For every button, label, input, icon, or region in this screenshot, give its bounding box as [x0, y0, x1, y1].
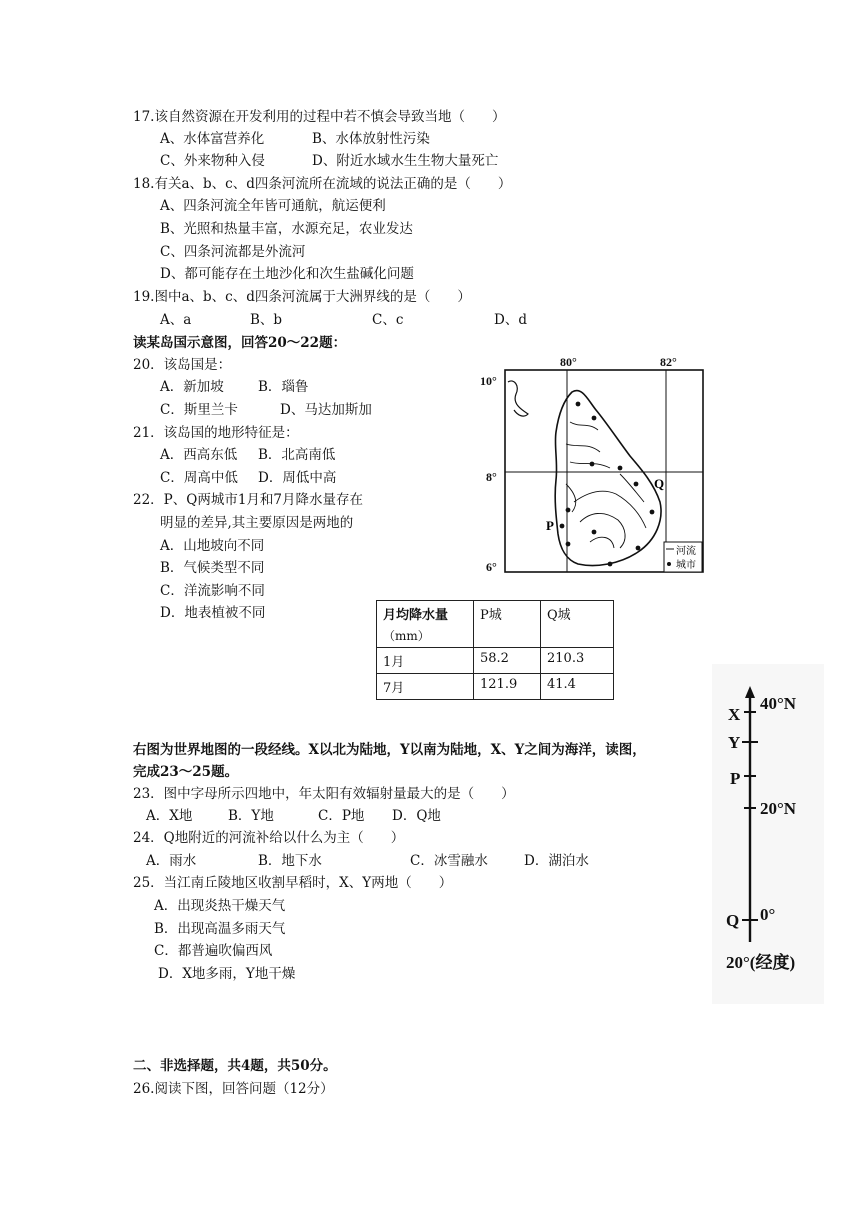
row-q-value: 41.4: [541, 674, 614, 700]
q20-option-c: C．斯里兰卡: [160, 402, 238, 418]
header-rainfall-cell: [377, 601, 474, 648]
q18-option-b: B、光照和热量丰富，水源充足，农业发达: [160, 221, 413, 237]
rainfall-table: [376, 600, 614, 700]
q25-option-b: B．出现高温多雨天气: [154, 921, 286, 937]
map-lon-80-label: 80°: [560, 355, 577, 369]
q26-stem: 26.阅读下图，回答问题（12分）: [133, 1081, 334, 1097]
header-rainfall-unit: （mm）: [383, 629, 430, 643]
point-p-label: P: [730, 769, 741, 788]
map-lon-82-label: 82°: [660, 355, 677, 369]
row-q-value: 210.3: [541, 648, 614, 674]
meridian-intro-line1: 右图为世界地图的一段经线。X以北为陆地，Y以南为陆地，X、Y之间为海洋，读图，: [133, 742, 646, 758]
q19-stem: 19.图中a、b、c、d四条河流属于大洲界线的是（ ）: [133, 289, 471, 305]
row-month: 1月: [377, 648, 474, 674]
q19-option-a: A、a: [160, 312, 192, 328]
q19-option-b: B、b: [250, 312, 283, 328]
q22-option-d: D．地表植被不同: [160, 605, 266, 621]
q20-stem: 20．该岛国是：: [133, 357, 232, 373]
q22-option-c: C．洋流影响不同: [160, 583, 265, 599]
q21-option-a: A．西高东低: [160, 447, 238, 463]
map-city-q-label: Q: [654, 476, 665, 491]
q24-option-a: A．雨水: [146, 853, 197, 869]
island-intro: 读某岛国示意图，回答20～22题：: [133, 335, 347, 351]
lat-40n-label: 40°N: [760, 694, 797, 713]
q21-option-c: C．周高中低: [160, 470, 238, 486]
q22-stem-line1: 22．P、Q两城市1月和7月降水量存在: [133, 492, 364, 508]
q25-option-d: D．X地多雨，Y地干燥: [158, 966, 296, 982]
q23-option-b: B．Y地: [228, 808, 274, 824]
map-legend-river: 河流: [676, 546, 696, 557]
point-y-label: Y: [728, 733, 741, 752]
q25-option-a: A．出现炎热干燥天气: [154, 898, 286, 914]
q18-option-a: A、四条河流全年皆可通航，航运便利: [160, 198, 386, 214]
island-map: [470, 352, 710, 578]
header-rainfall: 月均降水量: [383, 608, 449, 623]
q23-option-d: D．Q地: [392, 808, 441, 824]
rainfall-table-header: [377, 601, 614, 648]
q19-option-d: D、d: [494, 312, 527, 328]
row-p-value: 58.2: [474, 648, 541, 674]
row-p-value: 121.9: [474, 674, 541, 700]
longitude-caption: 20°(经度): [726, 953, 796, 972]
q24-option-c: C．冰雪融水: [410, 853, 488, 869]
header-p-city: P城: [474, 601, 541, 648]
meridian-intro-line2: 完成23～25题。: [133, 764, 239, 780]
q24-stem: 24．Q地附近的河流补给以什么为主（ ）: [133, 830, 405, 846]
lat-0-label: 0°: [760, 905, 776, 924]
header-q-city: Q城: [541, 601, 614, 648]
q18-option-c: C、四条河流都是外流河: [160, 244, 306, 260]
q22-stem-line2: 明显的差异,其主要原因是两地的: [160, 515, 354, 531]
point-q-label: Q: [726, 911, 740, 930]
section-2-heading: 二、非选择题，共4题，共50分。: [133, 1058, 337, 1074]
q21-option-d: D．周低中高: [258, 470, 337, 486]
q17-option-b: B、水体放射性污染: [312, 131, 430, 147]
q18-stem: 18.有关a、b、c、d四条河流所在流域的说法正确的是（ ）: [133, 176, 512, 192]
q24-option-b: B．地下水: [258, 853, 322, 869]
q25-stem: 25．当江南丘陵地区收割早稻时，X、Y两地（ ）: [133, 875, 453, 891]
q22-option-a: A．山地坡向不同: [160, 538, 265, 554]
q17-option-d: D、附近水域水生生物大量死亡: [312, 153, 499, 169]
q23-option-c: C．P地: [318, 808, 365, 824]
q18-option-d: D、都可能存在土地沙化和次生盐碱化问题: [160, 266, 414, 282]
table-row: [377, 674, 614, 700]
point-x-label: X: [728, 705, 741, 724]
island-outline: [555, 391, 661, 566]
q20-option-d: D、马达加斯加: [280, 402, 372, 418]
q21-stem: 21．该岛国的地形特征是：: [133, 425, 299, 441]
q21-option-b: B．北高南低: [258, 447, 336, 463]
q25-option-c: C．都普遍吹偏西风: [154, 943, 273, 959]
q20-option-b: B．瑙鲁: [258, 379, 309, 395]
city-dots: [560, 402, 655, 567]
q23-option-a: A．X地: [146, 808, 193, 824]
map-legend-city: 城市: [676, 560, 696, 571]
q24-option-d: D．湖泊水: [524, 853, 589, 869]
india-coast: [508, 381, 528, 416]
table-row: [377, 648, 614, 674]
q17-stem: 17.该自然资源在开发利用的过程中若不慎会导致当地（ ）: [133, 109, 506, 125]
q17-option-a: A、水体富营养化: [160, 131, 265, 147]
map-lat-6-label: 6°: [486, 560, 497, 574]
row-month: 7月: [377, 674, 474, 700]
map-lat-8-label: 8°: [486, 470, 497, 484]
q17-option-c: C、外来物种入侵: [160, 153, 265, 169]
q20-option-a: A．新加坡: [160, 379, 224, 395]
lat-20n-label: 20°N: [760, 799, 797, 818]
q19-option-c: C、c: [372, 312, 404, 328]
meridian-figure: [712, 664, 824, 1004]
q23-stem: 23．图中字母所示四地中，年太阳有效辐射量最大的是（ ）: [133, 786, 515, 802]
q22-option-b: B．气候类型不同: [160, 560, 265, 576]
map-legend-city-symbol: [667, 562, 671, 566]
map-city-p-label: P: [546, 518, 554, 533]
map-lat-10-label: 10°: [480, 374, 497, 388]
